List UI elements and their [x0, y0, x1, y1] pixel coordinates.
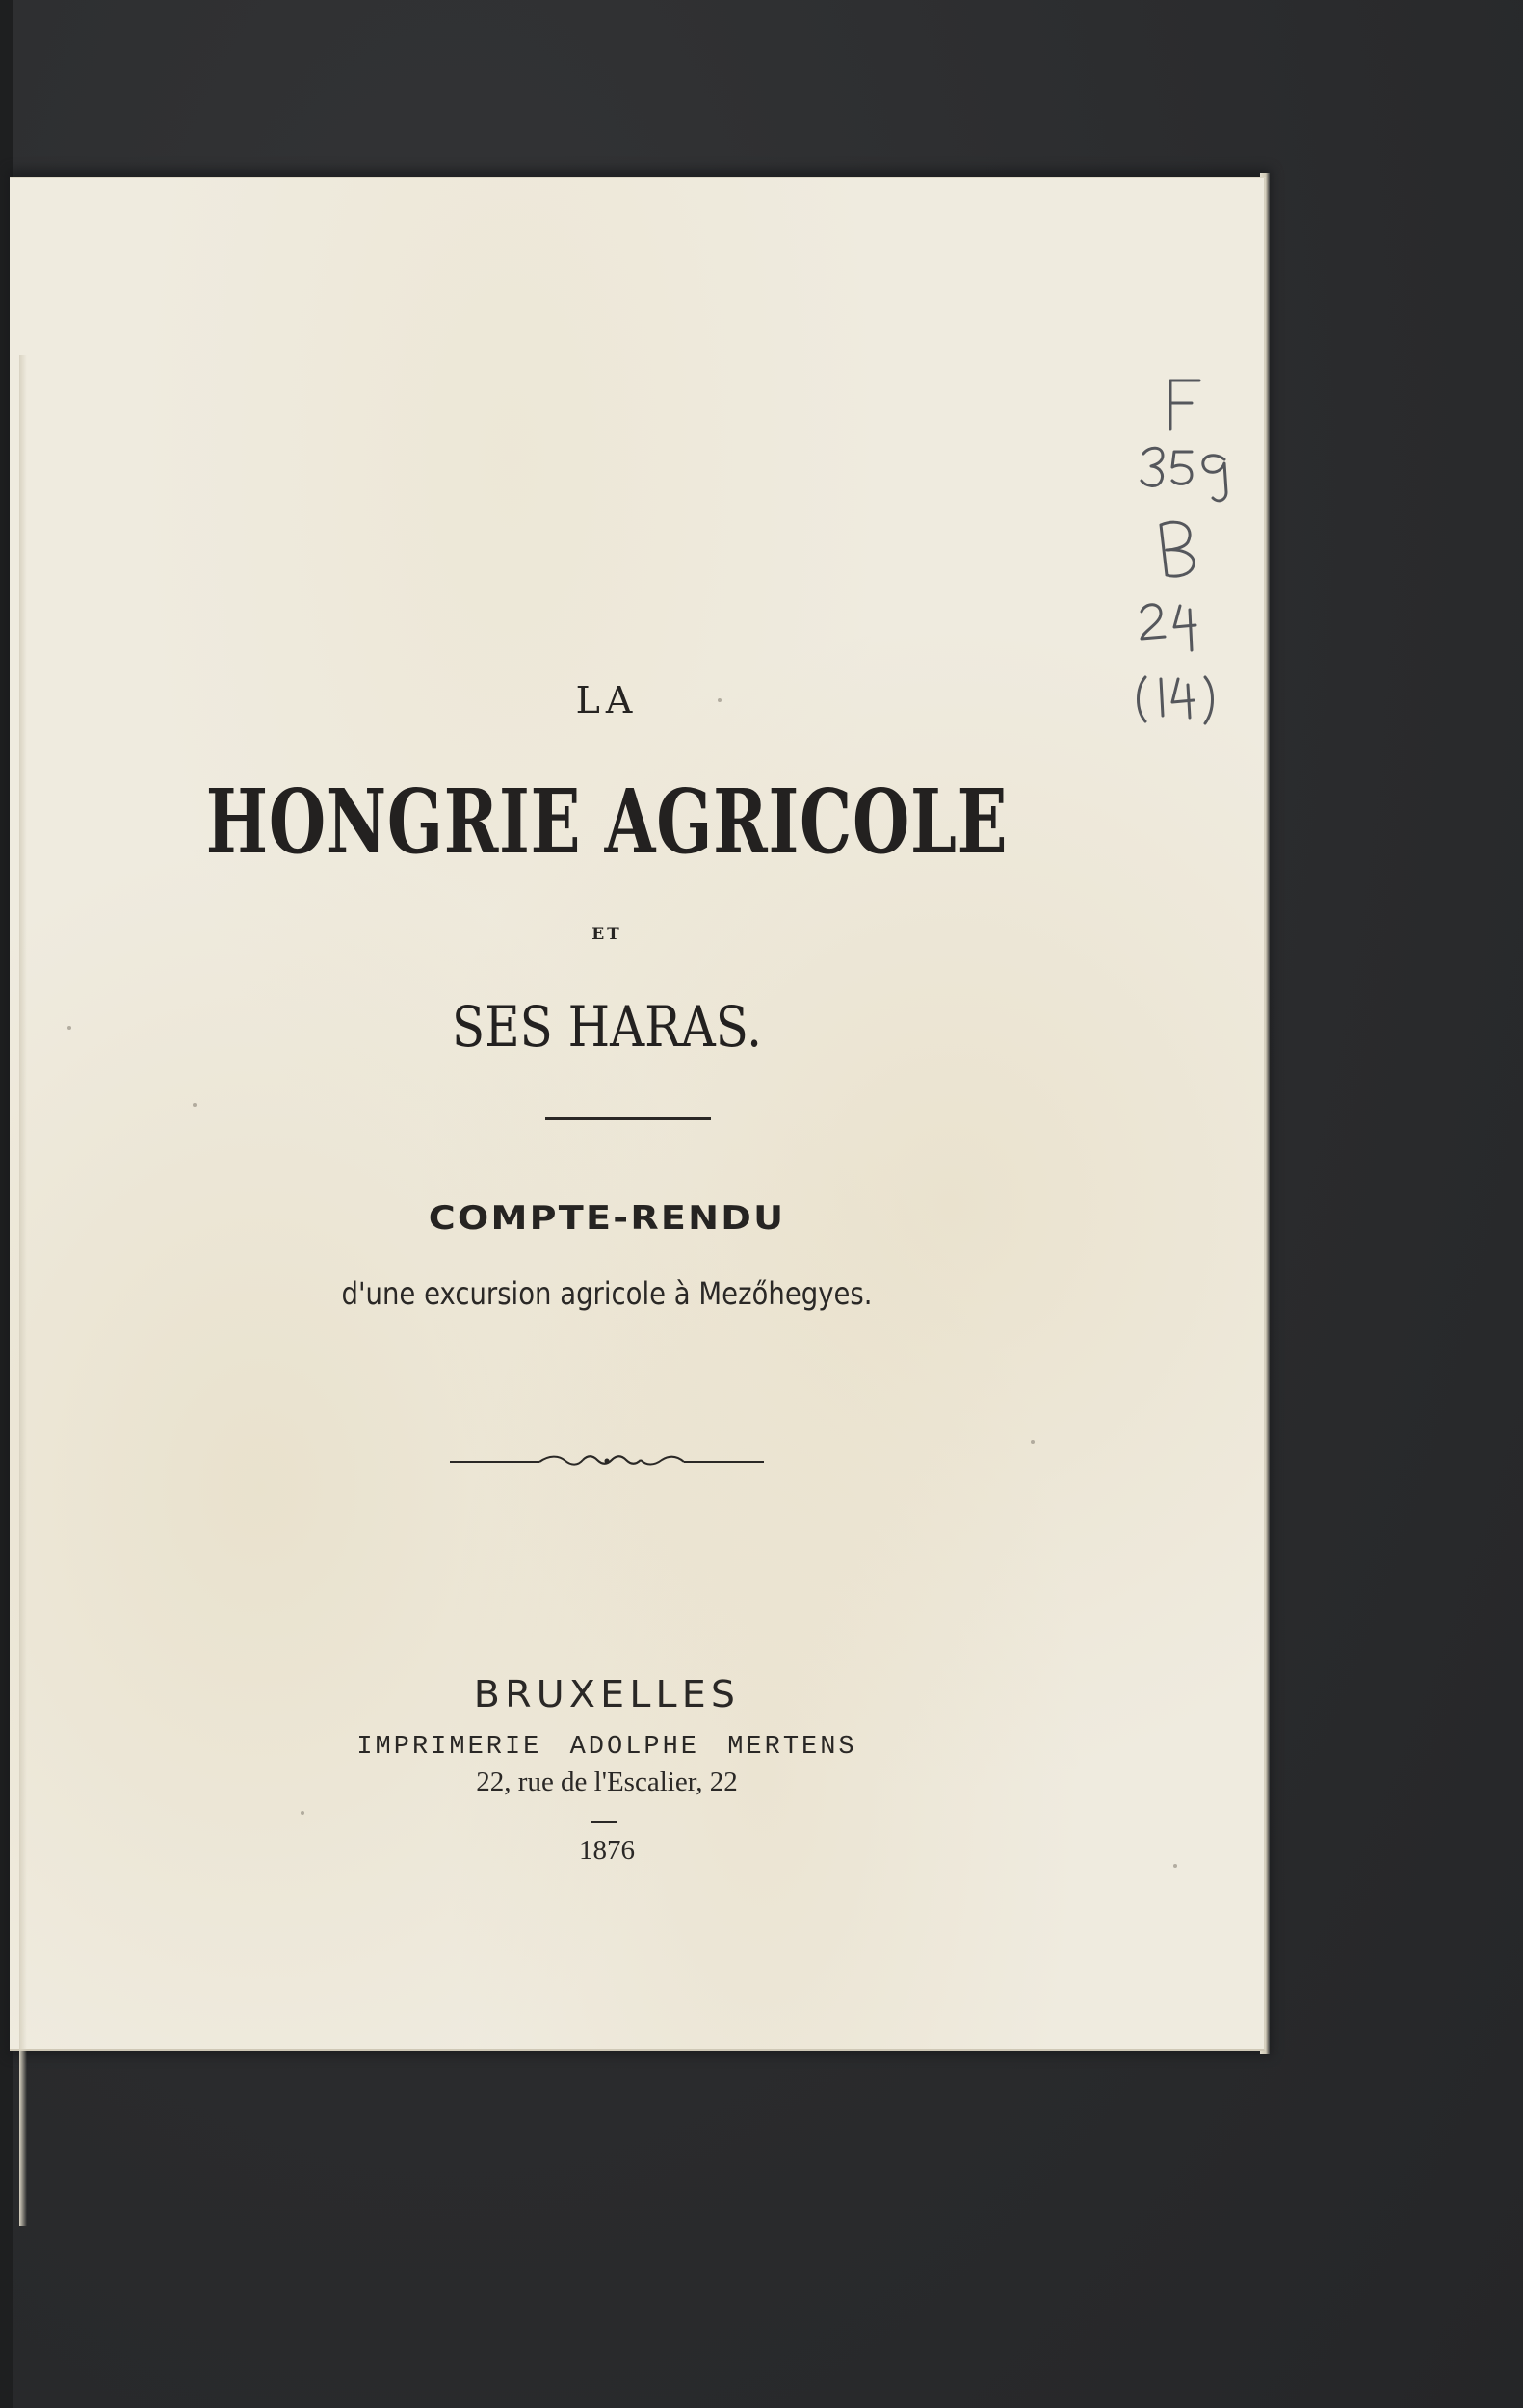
- report-description: d'une excursion agricole à Mezőhegyes.: [341, 1275, 873, 1312]
- title-article: LA: [575, 679, 639, 721]
- publication-year: 1876: [579, 1835, 635, 1866]
- report-label: COMPTE-RENDU: [428, 1199, 786, 1238]
- subtitle: SES HARAS.: [452, 994, 762, 1060]
- shelfmark-handwriting: [1132, 371, 1247, 737]
- main-title: HONGRIE AGRICOLE: [205, 770, 1009, 874]
- title-rule: [545, 1117, 711, 1120]
- title-page: [10, 177, 1266, 2051]
- city: BRUXELLES: [473, 1673, 741, 1715]
- ornament-divider-icon: [448, 1448, 766, 1477]
- page-binding-edge: [19, 355, 27, 2226]
- year-dash: [591, 1821, 617, 1823]
- printer: IMPRIMERIE ADOLPHE MERTENS: [356, 1733, 857, 1762]
- title-conjunction: ET: [591, 925, 622, 944]
- printer-address: 22, rue de l'Escalier, 22: [476, 1767, 738, 1797]
